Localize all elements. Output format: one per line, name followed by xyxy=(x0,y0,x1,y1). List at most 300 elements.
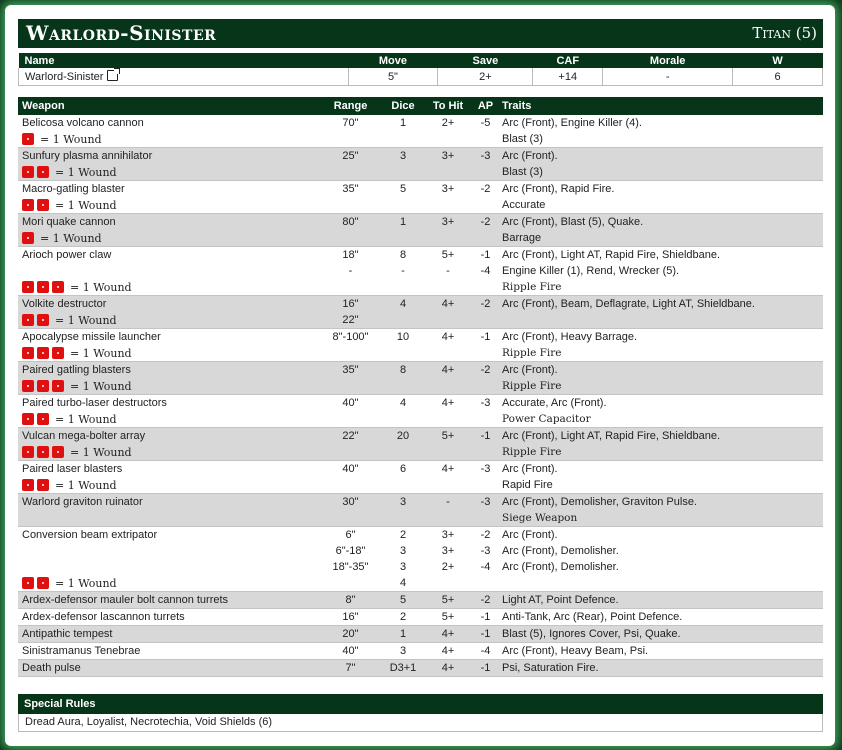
weapon-ap: -2 xyxy=(480,183,491,195)
weapon-range: 22" xyxy=(342,314,359,326)
weapon-ap: -2 xyxy=(480,594,491,606)
weapon-range: 35" xyxy=(342,183,359,195)
weapon-to-hit: 3+ xyxy=(441,150,455,162)
weapon-traits-cell xyxy=(498,181,823,214)
weapon-extra-trait: Ripple Fire xyxy=(502,380,562,392)
weapon-ap-cell xyxy=(473,395,498,428)
weapon-traits xyxy=(502,575,819,591)
weapon-dice-cell xyxy=(383,296,423,329)
weapon-range-cell xyxy=(318,527,383,592)
weapon-to-hit: 5+ xyxy=(441,249,455,261)
weapon-traits: Arc (Front), Engine Killer (4). xyxy=(502,117,642,129)
weapon-ap-cell xyxy=(473,214,498,247)
weapon-to-hit-cell xyxy=(423,181,473,214)
wound-label: = 1 Wound xyxy=(70,280,132,294)
weapon-name-cell xyxy=(18,592,318,609)
weapon-name: Apocalypse missile launcher xyxy=(22,331,161,343)
weapon-ap-cell xyxy=(473,660,498,677)
weapon-ap: -1 xyxy=(480,628,491,640)
weapon-extra-trait: Blast (3) xyxy=(502,133,543,145)
weapon-range: 18" xyxy=(342,249,359,261)
dice-icon xyxy=(37,314,49,326)
weapon-ap-cell xyxy=(473,609,498,626)
wound-indicator xyxy=(22,197,314,213)
weapon-dice: 5 xyxy=(399,594,407,606)
weapon-range-cell xyxy=(318,148,383,181)
weapon-name-cell xyxy=(18,461,318,494)
weapon-traits: Arc (Front), Demolisher. xyxy=(502,561,619,573)
weapon-extra-trait: Blast (3) xyxy=(502,166,543,178)
weapon-name-cell xyxy=(18,296,318,329)
weapon-ap-cell xyxy=(473,115,498,148)
weapon-range-cell xyxy=(318,395,383,428)
weapon-dice-cell xyxy=(383,181,423,214)
weapons-header-ap: AP xyxy=(473,97,498,115)
weapon-dice: 20 xyxy=(396,430,410,442)
weapon-dice-cell xyxy=(383,362,423,395)
weapon-ap xyxy=(477,575,494,591)
wound-indicator xyxy=(22,575,314,591)
weapon-traits-cell xyxy=(498,461,823,494)
weapon-dice: 8 xyxy=(399,249,407,261)
weapon-dice: 3 xyxy=(399,645,407,657)
wound-indicator xyxy=(22,164,314,180)
weapon-to-hit: 5+ xyxy=(441,430,455,442)
wound-label: = 1 Wound xyxy=(55,412,117,426)
spacer xyxy=(22,559,314,575)
weapon-range-cell xyxy=(318,609,383,626)
wound-indicator xyxy=(22,131,314,147)
weapon-range: 30" xyxy=(342,496,359,508)
weapon-to-hit-cell xyxy=(423,609,473,626)
weapon-range-cell xyxy=(318,660,383,677)
weapon-name-cell xyxy=(18,643,318,660)
wound-indicator xyxy=(22,312,314,328)
weapon-dice-cell xyxy=(383,214,423,247)
stats-header-name: Name xyxy=(19,53,349,68)
weapons-header-dice: Dice xyxy=(383,97,423,115)
weapon-traits-cell xyxy=(498,395,823,428)
weapon-range xyxy=(322,575,379,591)
weapon-traits: Arc (Front), Light AT, Rapid Fire, Shieldbane. xyxy=(502,249,721,261)
weapon-ap xyxy=(477,312,494,328)
weapon-to-hit: 4+ xyxy=(441,364,455,376)
weapon-to-hit-cell xyxy=(423,643,473,660)
weapon-ap-cell xyxy=(473,362,498,395)
weapon-row xyxy=(18,181,823,214)
weapon-traits-cell xyxy=(498,296,823,329)
weapon-name-cell xyxy=(18,527,318,592)
weapon-traits: Arc (Front), Heavy Beam, Psi. xyxy=(502,645,649,657)
weapon-dice-cell xyxy=(383,148,423,181)
weapon-name: Sunfury plasma annihilator xyxy=(22,150,153,162)
weapon-range-cell xyxy=(318,214,383,247)
wound-label: = 1 Wound xyxy=(55,165,117,179)
weapon-name: Volkite destructor xyxy=(22,298,107,310)
weapon-traits xyxy=(502,312,819,328)
dice-icon xyxy=(52,380,64,392)
weapon-name-cell xyxy=(18,181,318,214)
stats-w: 6 xyxy=(733,68,823,86)
stats-header-morale: Morale xyxy=(603,53,733,68)
weapon-name-cell xyxy=(18,609,318,626)
weapon-dice: 6 xyxy=(399,463,407,475)
wound-indicator xyxy=(22,444,314,460)
weapon-row xyxy=(18,494,823,527)
weapon-row xyxy=(18,428,823,461)
stats-header-save: Save xyxy=(438,53,533,68)
weapon-dice-cell xyxy=(383,494,423,527)
wound-label: = 1 Wound xyxy=(70,445,132,459)
weapon-range-cell xyxy=(318,592,383,609)
weapon-extra-trait: Ripple Fire xyxy=(502,347,562,359)
weapon-traits-cell xyxy=(498,329,823,362)
dice-icon xyxy=(37,347,49,359)
stats-save: 2+ xyxy=(438,68,533,86)
weapon-range-cell xyxy=(318,626,383,643)
wound-label: = 1 Wound xyxy=(55,478,117,492)
weapon-dice-cell xyxy=(383,643,423,660)
weapon-traits-cell xyxy=(498,626,823,643)
weapon-to-hit: - xyxy=(446,496,450,508)
weapon-name-cell xyxy=(18,148,318,181)
dice-icon xyxy=(22,232,34,244)
stats-name-cell[interactable] xyxy=(19,68,349,86)
weapon-name-cell xyxy=(18,494,318,527)
weapon-ap-cell xyxy=(473,494,498,527)
weapon-traits: Blast (5), Ignores Cover, Psi, Quake. xyxy=(502,628,681,640)
weapon-traits: Arc (Front), Beam, Deflagrate, Light AT, Shieldbane. xyxy=(502,298,755,310)
weapon-ap: -3 xyxy=(480,150,491,162)
weapon-to-hit: 3+ xyxy=(441,545,455,557)
weapon-dice-cell xyxy=(383,329,423,362)
weapon-row xyxy=(18,247,823,296)
dice-icon xyxy=(37,446,49,458)
title-bar xyxy=(18,19,823,48)
weapon-traits-cell xyxy=(498,660,823,677)
weapon-range: 6" xyxy=(345,529,356,541)
weapon-dice: 5 xyxy=(399,183,407,195)
weapon-extra-trait: Rapid Fire xyxy=(502,479,553,491)
weapons-header-weapon: Weapon xyxy=(18,97,318,115)
weapon-dice-cell xyxy=(383,428,423,461)
weapon-name-cell xyxy=(18,626,318,643)
weapon-ap-cell xyxy=(473,428,498,461)
dice-icon xyxy=(22,413,34,425)
weapon-name: Paired laser blasters xyxy=(22,463,123,475)
unit-name: Warlord-Sinister xyxy=(26,21,217,45)
weapons-header-range: Range xyxy=(318,97,383,115)
wound-indicator xyxy=(22,279,314,295)
weapon-range-cell xyxy=(318,247,383,296)
weapon-traits-cell xyxy=(498,214,823,247)
weapon-dice: 3 xyxy=(399,496,407,508)
wound-indicator xyxy=(22,378,314,394)
weapon-traits: Arc (Front). xyxy=(502,463,558,475)
weapon-extra-trait: Accurate xyxy=(502,199,546,211)
weapon-range: 7" xyxy=(345,662,356,674)
weapon-name-cell xyxy=(18,362,318,395)
weapon-ap: -3 xyxy=(480,397,491,409)
weapon-ap: -4 xyxy=(480,265,491,277)
weapon-ap: -2 xyxy=(480,298,491,310)
weapon-traits: Light AT, Point Defence. xyxy=(502,594,619,606)
weapon-traits-cell xyxy=(498,527,823,592)
weapon-traits-cell xyxy=(498,428,823,461)
weapon-traits-cell xyxy=(498,115,823,148)
external-link-icon[interactable] xyxy=(107,70,118,81)
stats-name[interactable]: Warlord-Sinister xyxy=(25,71,104,83)
weapon-to-hit-cell xyxy=(423,660,473,677)
weapon-ap-cell xyxy=(473,527,498,592)
weapon-name: Arioch power claw xyxy=(22,249,112,261)
weapon-dice: 4 xyxy=(399,577,407,589)
weapon-traits: Psi, Saturation Fire. xyxy=(502,662,599,674)
wound-label: = 1 Wound xyxy=(55,313,117,327)
weapon-to-hit-cell xyxy=(423,461,473,494)
weapon-to-hit: 3+ xyxy=(441,183,455,195)
weapon-to-hit: 2+ xyxy=(441,561,455,573)
weapon-name-cell xyxy=(18,115,318,148)
weapon-ap-cell xyxy=(473,247,498,296)
weapon-ap: -4 xyxy=(480,561,491,573)
weapon-range-cell xyxy=(318,428,383,461)
wound-label: = 1 Wound xyxy=(40,132,102,146)
weapon-range-cell xyxy=(318,115,383,148)
weapon-range: 8"-100" xyxy=(332,331,369,343)
weapon-range-cell xyxy=(318,296,383,329)
weapon-traits: Accurate, Arc (Front). xyxy=(502,397,607,409)
weapon-to-hit-cell xyxy=(423,247,473,296)
dice-icon xyxy=(22,380,34,392)
weapon-dice-cell xyxy=(383,609,423,626)
weapon-range: 16" xyxy=(342,298,359,310)
weapon-to-hit-cell xyxy=(423,362,473,395)
weapon-to-hit xyxy=(427,312,469,328)
weapon-range: 8" xyxy=(345,594,356,606)
weapon-ap: -1 xyxy=(480,249,491,261)
wound-indicator xyxy=(22,477,314,493)
weapon-traits: Engine Killer (1), Rend, Wrecker (5). xyxy=(502,265,680,277)
weapon-dice-cell xyxy=(383,592,423,609)
weapon-range: 40" xyxy=(342,645,359,657)
weapon-ap: -1 xyxy=(480,662,491,674)
weapon-name: Ardex-defensor mauler bolt cannon turrets xyxy=(22,594,229,606)
dice-icon xyxy=(22,446,34,458)
dice-icon xyxy=(37,479,49,491)
weapon-row xyxy=(18,296,823,329)
weapon-ap-cell xyxy=(473,643,498,660)
wound-indicator xyxy=(22,345,314,361)
spacer xyxy=(22,263,314,279)
weapon-to-hit: 4+ xyxy=(441,662,455,674)
weapon-name-cell xyxy=(18,395,318,428)
weapon-range: 70" xyxy=(342,117,359,129)
weapon-name: Paired gatling blasters xyxy=(22,364,131,376)
stats-header-move: Move xyxy=(348,53,438,68)
weapon-to-hit-cell xyxy=(423,592,473,609)
weapon-row xyxy=(18,643,823,660)
dice-icon xyxy=(22,133,34,145)
weapon-to-hit: 4+ xyxy=(441,645,455,657)
weapon-dice: 3 xyxy=(399,150,407,162)
weapon-name: Belicosa volcano cannon xyxy=(22,117,144,129)
weapon-traits: Arc (Front), Rapid Fire. xyxy=(502,183,615,195)
weapon-traits: Arc (Front), Demolisher. xyxy=(502,545,619,557)
stats-header-w: W xyxy=(733,53,823,68)
weapon-to-hit: 4+ xyxy=(441,628,455,640)
weapon-name: Mori quake cannon xyxy=(22,216,116,228)
weapon-traits-cell xyxy=(498,148,823,181)
weapon-to-hit: 4+ xyxy=(441,298,455,310)
dice-icon xyxy=(37,166,49,178)
weapon-ap: -3 xyxy=(480,545,491,557)
weapon-ap-cell xyxy=(473,461,498,494)
dice-icon xyxy=(52,446,64,458)
weapon-dice: - xyxy=(401,265,405,277)
weapon-dice-cell xyxy=(383,115,423,148)
weapon-dice: 3 xyxy=(399,561,407,573)
weapon-traits-cell xyxy=(498,247,823,296)
dice-icon xyxy=(22,199,34,211)
dice-icon xyxy=(22,577,34,589)
weapon-traits-cell xyxy=(498,362,823,395)
weapon-extra-trait: Ripple Fire xyxy=(502,281,562,293)
weapon-extra-trait: Siege Weapon xyxy=(502,512,578,524)
weapon-to-hit-cell xyxy=(423,494,473,527)
special-rules-header: Special Rules xyxy=(18,694,823,714)
weapon-to-hit xyxy=(427,575,469,591)
weapon-name: Paired turbo-laser destructors xyxy=(22,397,167,409)
weapon-dice: 2 xyxy=(399,611,407,623)
wound-label: = 1 Wound xyxy=(40,231,102,245)
weapon-extra-trait: Barrage xyxy=(502,232,542,244)
dice-icon xyxy=(22,166,34,178)
datasheet-card xyxy=(5,5,835,746)
special-rules-text: Dread Aura, Loyalist, Necrotechia, Void Shields (6) xyxy=(18,714,823,732)
weapon-to-hit: 3+ xyxy=(441,216,455,228)
weapon-dice-cell xyxy=(383,461,423,494)
weapon-ap-cell xyxy=(473,148,498,181)
dice-icon xyxy=(37,577,49,589)
weapon-range: 18"-35" xyxy=(332,561,369,573)
unit-class: Titan (5) xyxy=(752,24,817,42)
wound-label: = 1 Wound xyxy=(55,198,117,212)
stats-morale: - xyxy=(603,68,733,86)
weapon-dice: 2 xyxy=(399,529,407,541)
weapon-to-hit-cell xyxy=(423,115,473,148)
weapons-header-traits: Traits xyxy=(498,97,823,115)
weapon-ap: -1 xyxy=(480,611,491,623)
weapon-dice-cell xyxy=(383,247,423,296)
weapon-to-hit-cell xyxy=(423,148,473,181)
weapon-row xyxy=(18,660,823,677)
weapon-traits: Arc (Front). xyxy=(502,150,558,162)
weapon-ap: -3 xyxy=(480,496,491,508)
weapon-to-hit: 4+ xyxy=(441,463,455,475)
weapon-extra-trait: Power Capacitor xyxy=(502,413,591,425)
wound-label: = 1 Wound xyxy=(55,576,117,590)
weapon-range-cell xyxy=(318,181,383,214)
weapon-row xyxy=(18,362,823,395)
weapon-range: 80" xyxy=(342,216,359,228)
weapon-dice: 1 xyxy=(399,216,407,228)
dice-icon xyxy=(22,281,34,293)
dice-icon xyxy=(52,281,64,293)
wound-indicator xyxy=(22,230,314,246)
weapon-traits-cell xyxy=(498,643,823,660)
wound-label: = 1 Wound xyxy=(70,346,132,360)
weapon-range: 16" xyxy=(342,611,359,623)
weapon-to-hit: - xyxy=(446,265,450,277)
weapon-name: Warlord graviton ruinator xyxy=(22,496,143,508)
weapon-ap-cell xyxy=(473,626,498,643)
stats-caf: +14 xyxy=(533,68,603,86)
weapon-to-hit: 5+ xyxy=(441,594,455,606)
weapon-dice: 1 xyxy=(399,628,407,640)
wound-indicator xyxy=(22,411,314,427)
weapon-dice: 3 xyxy=(399,545,407,557)
weapon-to-hit-cell xyxy=(423,527,473,592)
weapon-row xyxy=(18,626,823,643)
weapon-dice xyxy=(387,312,419,328)
wound-label: = 1 Wound xyxy=(70,379,132,393)
weapon-name-cell xyxy=(18,247,318,296)
weapon-ap: -2 xyxy=(480,364,491,376)
weapon-traits: Arc (Front). xyxy=(502,529,558,541)
weapon-traits-cell xyxy=(498,592,823,609)
stats-move: 5" xyxy=(348,68,438,86)
weapon-range-cell xyxy=(318,494,383,527)
weapon-range-cell xyxy=(318,362,383,395)
weapon-row xyxy=(18,395,823,428)
weapon-row xyxy=(18,115,823,148)
weapon-traits-cell xyxy=(498,494,823,527)
weapon-name-cell xyxy=(18,428,318,461)
weapon-dice: 1 xyxy=(399,117,407,129)
weapon-name: Vulcan mega-bolter array xyxy=(22,430,146,442)
weapon-traits-cell xyxy=(498,609,823,626)
weapon-name: Death pulse xyxy=(22,662,81,674)
weapon-range: 6"-18" xyxy=(335,545,366,557)
dice-icon xyxy=(37,380,49,392)
dice-icon xyxy=(37,281,49,293)
weapon-range: 40" xyxy=(342,397,359,409)
spacer xyxy=(22,543,314,559)
weapon-ap: -2 xyxy=(480,529,491,541)
weapon-traits: Arc (Front). xyxy=(502,364,558,376)
weapon-extra-trait: Ripple Fire xyxy=(502,446,562,458)
weapon-traits: Arc (Front), Light AT, Rapid Fire, Shieldbane. xyxy=(502,430,721,442)
weapon-to-hit: 5+ xyxy=(441,611,455,623)
weapon-ap: -3 xyxy=(480,463,491,475)
weapons-header-to-hit: To Hit xyxy=(423,97,473,115)
weapon-traits: Arc (Front), Heavy Barrage. xyxy=(502,331,638,343)
dice-icon xyxy=(52,347,64,359)
weapon-to-hit-cell xyxy=(423,428,473,461)
weapon-ap: -5 xyxy=(480,117,491,129)
weapon-dice: 4 xyxy=(399,298,407,310)
weapon-dice-cell xyxy=(383,660,423,677)
weapon-row xyxy=(18,609,823,626)
weapon-name: Ardex-defensor lascannon turrets xyxy=(22,611,185,623)
weapon-ap: -2 xyxy=(480,216,491,228)
weapon-to-hit-cell xyxy=(423,296,473,329)
dice-icon xyxy=(37,413,49,425)
weapon-name-cell xyxy=(18,214,318,247)
weapon-range: 20" xyxy=(342,628,359,640)
weapon-ap: -1 xyxy=(480,430,491,442)
